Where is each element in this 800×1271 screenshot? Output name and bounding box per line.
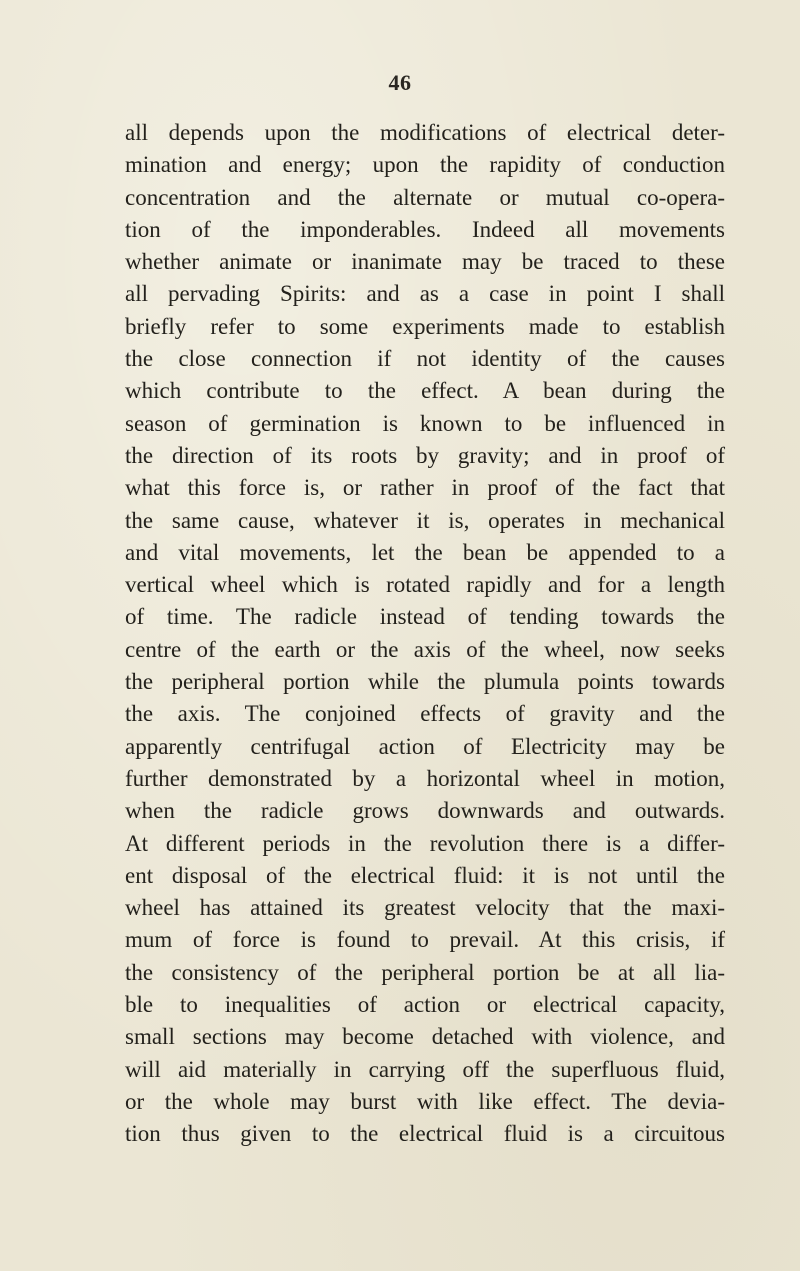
text-line: which contribute to the effect. A bean during the bbox=[125, 378, 725, 404]
text-line: the axis. The conjoined effects of gravity and the bbox=[125, 701, 725, 727]
text-line: ent disposal of the electrical fluid: it is not until the bbox=[125, 862, 725, 888]
text-line: mum of force is found to prevail. At this crisis, if bbox=[125, 927, 725, 953]
text-line: of time. The radicle instead of tending towards the bbox=[125, 604, 725, 630]
text-line: the close connection if not identity of the causes bbox=[125, 346, 725, 372]
text-line: when the radicle grows downwards and outwards. bbox=[125, 798, 725, 824]
text-line: apparently centrifugal action of Electricity may be bbox=[125, 733, 725, 759]
text-line: ble to inequalities of action or electrical capacity, bbox=[125, 992, 725, 1018]
text-line: tion of the imponderables. Indeed all movements bbox=[125, 216, 725, 242]
text-line: the direction of its roots by gravity; and in proof of bbox=[125, 442, 725, 468]
text-line: briefly refer to some experiments made to establish bbox=[125, 313, 725, 339]
text-line: will aid materially in carrying off the superfluous fluid, bbox=[125, 1056, 725, 1082]
text-line: wheel has attained its greatest velocity that the maxi- bbox=[125, 895, 725, 921]
text-line: season of germination is known to be influenced in bbox=[125, 410, 725, 436]
page-number: 46 bbox=[388, 70, 412, 95]
text-line: centre of the earth or the axis of the wheel, now seeks bbox=[125, 636, 725, 662]
text-line: small sections may become detached with violence, and bbox=[125, 1024, 725, 1050]
text-line: further demonstrated by a horizontal wheel in motion, bbox=[125, 765, 725, 791]
text-line: and vital movements, let the bean be appended to a bbox=[125, 539, 725, 565]
text-line: vertical wheel which is rotated rapidly and for a length bbox=[125, 572, 725, 598]
text-line: the consistency of the peripheral portion be at all lia- bbox=[125, 959, 725, 985]
text-line: the same cause, whatever it is, operates in mechanical bbox=[125, 507, 725, 533]
text-line: tion thus given to the electrical fluid is a circuitous bbox=[125, 1121, 725, 1147]
text-line: the peripheral portion while the plumula points towards bbox=[125, 669, 725, 695]
text-line: mination and energy; upon the rapidity of conduction bbox=[125, 152, 725, 178]
text-line: all depends upon the modifications of electrical deter- bbox=[125, 120, 725, 145]
text-line: what this force is, or rather in proof of the fact that bbox=[125, 475, 725, 501]
text-line: all pervading Spirits: and as a case in point I shall bbox=[125, 281, 725, 307]
text-line: concentration and the alternate or mutual co-opera- bbox=[125, 184, 725, 210]
text-line: or the whole may burst with like effect. The devia- bbox=[125, 1088, 725, 1114]
text-line: whether animate or inanimate may be traced to these bbox=[125, 249, 725, 275]
text-line: At different periods in the revolution there is a differ- bbox=[125, 830, 725, 856]
body-text bbox=[125, 117, 725, 1151]
